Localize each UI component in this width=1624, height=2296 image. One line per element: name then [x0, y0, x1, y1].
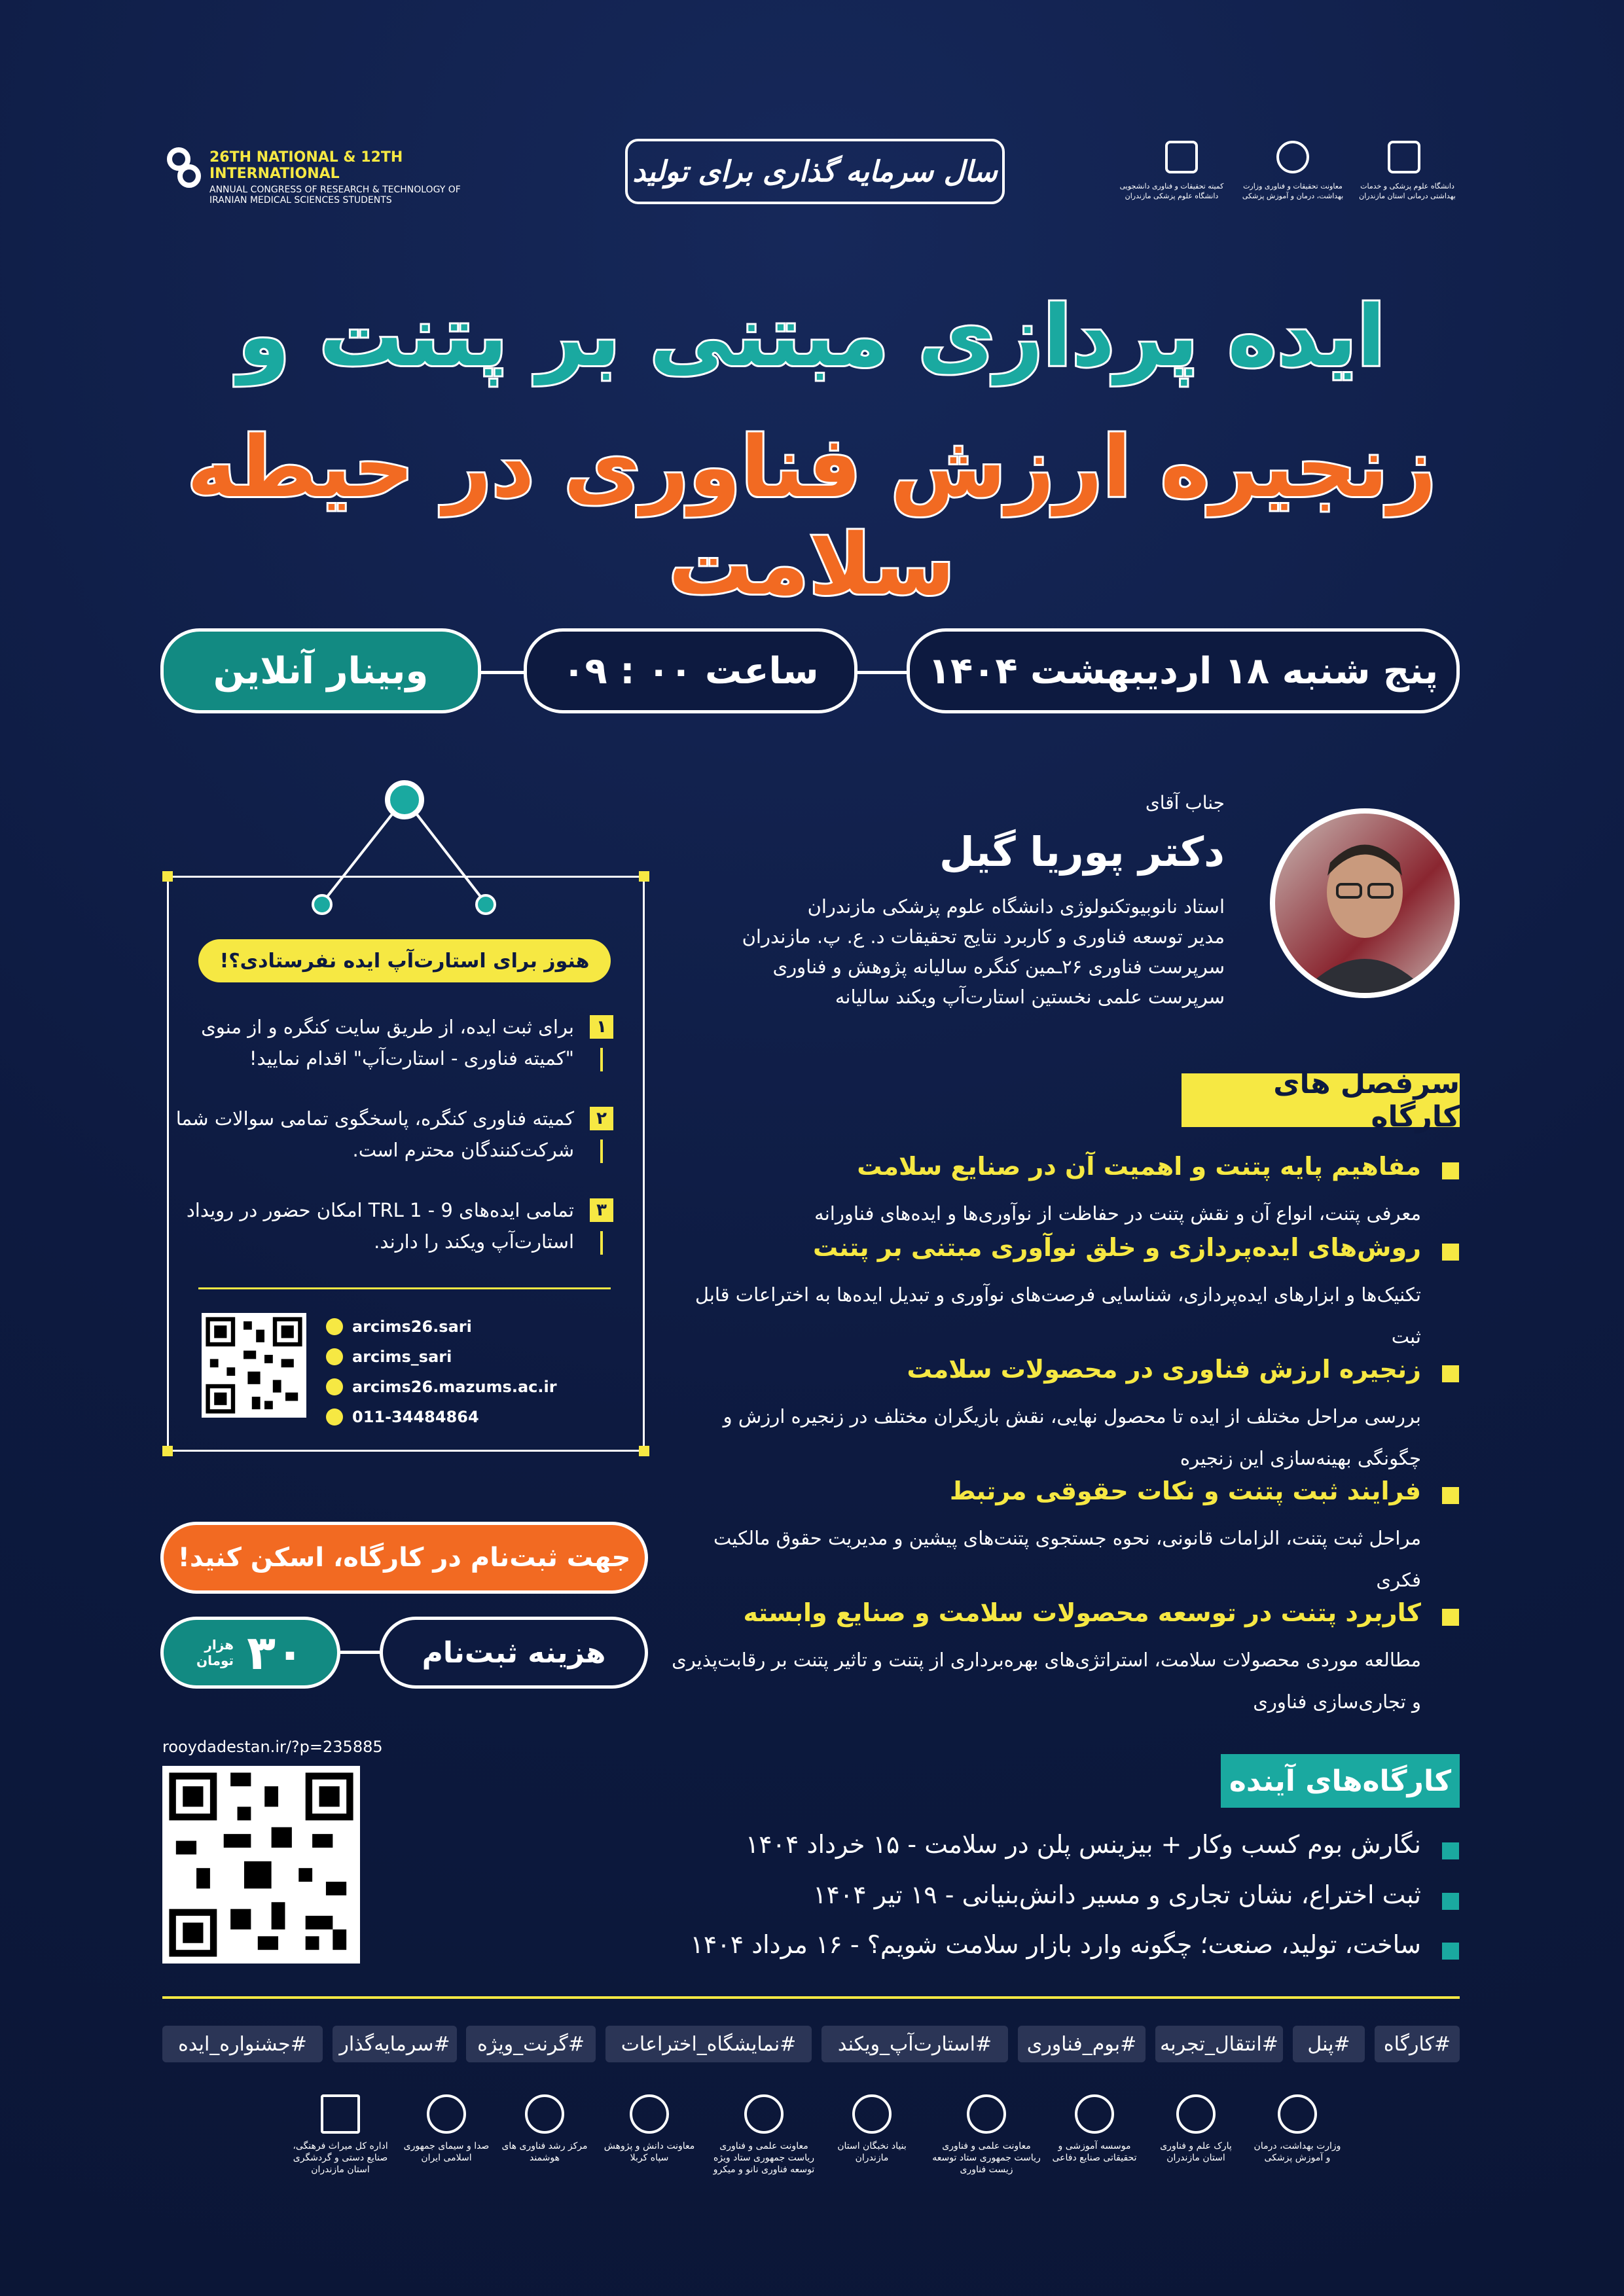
sponsor-logo: [1252, 2094, 1343, 2173]
step-text: برای ثبت ایده، از طریق سایت کنگره و از منوی "کمیته فناوری - استارت‌آپ" اقدام نمایید!: [201, 1016, 574, 1069]
topic-desc: مراحل ثبت پتنت، الزامات قانونی، نحوه جستجوی پتنت‌های پیشین و مدیریت حقوق مالکیت فکری: [713, 1527, 1421, 1591]
congress-logo: [167, 147, 201, 188]
corner-square: [162, 871, 173, 882]
congress-line2: ANNUAL CONGRESS OF RESEARCH & TECHNOLOGY OF: [209, 185, 461, 195]
sponsor-logo: [288, 2094, 393, 2173]
topic-bullet: [1442, 1487, 1459, 1504]
org-logo-left: [1165, 141, 1198, 173]
slogan-badge: [625, 139, 1005, 204]
startup-step: [175, 1015, 613, 1087]
topic-bullet: [1442, 1244, 1459, 1261]
qr-pattern-icon: [162, 1766, 360, 1964]
startup-step: [175, 1198, 613, 1270]
event-time-pill: [524, 628, 857, 713]
future-item: ثبت اختراع، نشان تجاری و مسیر دانش‌بنیانی - ۱۹ تیر ۱۴۰۴: [813, 1880, 1421, 1909]
topic-bullet: [1442, 1365, 1459, 1382]
topic-desc: معرفی پتنت، انواع آن و نقش پتنت در حفاظت از نوآوری‌ها و ایده‌های فناورانه: [814, 1202, 1421, 1225]
topic-title: کاربرد پتنت در توسعه محصولات سلامت و صنایع وابسته: [743, 1598, 1421, 1627]
sponsor-caption: مرکز رشد فناوری های هوشمند: [501, 2141, 588, 2163]
corner-square: [162, 1446, 173, 1456]
contact-phone[interactable]: [326, 1408, 479, 1426]
corner-square: [639, 1446, 649, 1456]
sponsor-caption: معاونت علمی و فناوری ریاست جمهوری ستاد ویژه توسعه فناوری نانو و میکرو: [713, 2141, 815, 2175]
fee-label: هزینه ثبت‌نام: [422, 1636, 606, 1670]
sponsor-caption: اداره کل میراث فرهنگی، صنایع دستی و گردشگری استان مازندران: [293, 2141, 388, 2175]
sponsor-caption: وزارت بهداشت، درمان و آموزش پزشکی: [1254, 2141, 1341, 2163]
contact-website[interactable]: [326, 1378, 557, 1396]
phone-icon: [326, 1408, 343, 1426]
contact-qr-code[interactable]: [202, 1313, 306, 1418]
sponsor-logo: [604, 2094, 695, 2173]
future-bullet: [1442, 1943, 1459, 1960]
register-cta: [160, 1522, 648, 1594]
step-text: تمامی ایده‌های TRL 1 - 9 امکان حضور در رویداد استارت‌آپ ویکند را دارند.: [186, 1199, 574, 1253]
contact-text: arcims26.mazums.ac.ir: [352, 1378, 557, 1396]
topic-title: مفاهیم پایه پتنت و اهمیت آن در صنایع سلامت: [857, 1152, 1421, 1181]
sponsor-caption: موسسه آموزشی و تحقیقاتی صنایع دفاعی: [1052, 2141, 1137, 2163]
startup-question-text: هنوز برای استارت‌آپ ایده نفرستادی؟!: [219, 949, 590, 973]
speaker-photo: [1270, 808, 1460, 998]
hashtag[interactable]: #استارت‌آپ_ویکند: [821, 2026, 1008, 2062]
emblem-icon: [744, 2094, 784, 2134]
speaker-honorific: جناب آقای: [1145, 792, 1225, 814]
topic-bullet: [1442, 1162, 1459, 1179]
hashtag[interactable]: #نمایشگاه_اختراعات: [605, 2026, 812, 2062]
emblem-icon: [1278, 2094, 1317, 2134]
topic-title: زنجیره ارزش فناوری در محصولات سلامت: [907, 1355, 1421, 1384]
sponsor-logo: [401, 2094, 492, 2173]
step-number: ۳: [590, 1198, 613, 1222]
event-mode-pill: [160, 628, 481, 713]
step-number: ۱: [590, 1015, 613, 1039]
footer-divider: [162, 1996, 1460, 1999]
startup-step: [175, 1107, 613, 1179]
fee-amount: ۳۰: [247, 1625, 304, 1680]
future-heading-text: کارگاه‌های آینده: [1229, 1764, 1452, 1798]
sponsor-logo: [826, 2094, 918, 2173]
speaker-bio: [636, 891, 1225, 1012]
sponsor-caption: بنیاد نخبگان استان مازندران: [837, 2141, 907, 2163]
startup-divider: [198, 1287, 611, 1289]
topic-desc: مطالعه موردی محصولات سلامت، استراتژی‌های بهره‌برداری از پتنت و تاثیر پتنت بر رقابت‌پذیری و تجاری‌سازی فناوری: [672, 1649, 1421, 1713]
org-logos: [1119, 141, 1460, 213]
startup-box: [167, 876, 645, 1452]
contact-instagram[interactable]: [326, 1318, 472, 1336]
fee-label-pill: [380, 1617, 648, 1689]
org-logo-mid: [1276, 141, 1309, 173]
contact-text: arcims26.sari: [352, 1318, 472, 1336]
event-date: پنج شنبه ۱۸ اردیبهشت ۱۴۰۴: [928, 649, 1439, 692]
telegram-icon: [326, 1348, 343, 1365]
sponsor-caption: معاونت علمی و فناوری ریاست جمهوری ستاد توسعه زیست فناوری: [932, 2141, 1041, 2175]
future-item: نگارش بوم کسب وکار + بیزینس پلن در سلامت - ۱۵ خرداد ۱۴۰۴: [745, 1830, 1421, 1859]
speaker-name: دکتر پوریا گیل: [939, 828, 1225, 876]
emblem-icon: [852, 2094, 892, 2134]
step-line: [600, 1231, 603, 1255]
emblem-icon: [321, 2094, 360, 2134]
congress-title: [209, 149, 504, 206]
register-cta-text: جهت ثبت‌نام در کارگاه، اسکن کنید!: [177, 1543, 631, 1573]
event-mode: وبینار آنلاین: [213, 649, 429, 692]
globe-icon: [326, 1378, 343, 1395]
emblem-icon: [1176, 2094, 1216, 2134]
qr-pattern-icon: [202, 1313, 306, 1418]
step-text: کمیته فناوری کنگره، پاسخگوی تمامی سوالات شما شرکت‌کنندگان محترم است.: [175, 1107, 574, 1161]
speaker-bio-line: استاد نانوبیوتکنولوژی دانشگاه علوم پزشکی مازندران: [807, 895, 1225, 918]
event-time: ساعت ۰۰ : ۰۹: [562, 649, 819, 692]
hashtag[interactable]: #پنل: [1293, 2026, 1365, 2062]
org-caption-mid: معاونت تحقیقات و فناوری وزارت بهداشت، درمان و آموزش پزشکی: [1242, 182, 1344, 200]
sponsor-logo: [1150, 2094, 1242, 2173]
sponsor-caption: معاونت دانش و پژوهش سپاه کربلا: [604, 2141, 695, 2163]
startup-question: [198, 939, 611, 982]
sponsor-caption: صدا و سیمای جمهوری اسلامی ایران: [403, 2141, 490, 2163]
corner-square: [639, 871, 649, 882]
sponsor-caption: پارک علم و فناوری استان مازندران: [1160, 2141, 1232, 2163]
emblem-icon: [1075, 2094, 1114, 2134]
congress-line1: 26TH NATIONAL & 12TH INTERNATIONAL: [209, 149, 403, 182]
topic-desc: بررسی مراحل مختلف از ایده تا محصول نهایی، نقش بازیگران مختلف در زنجیره ارزش و چگونگی بهینه‌سازی این زنجیره: [723, 1405, 1421, 1469]
fee-unit-top: هزار: [204, 1637, 234, 1653]
step-line: [600, 1048, 603, 1071]
future-item: ساخت، تولید، صنعت؛ چگونه وارد بازار سلامت شویم؟ - ۱۶ مرداد ۱۴۰۴: [690, 1930, 1421, 1959]
event-date-pill: [907, 628, 1460, 713]
contact-telegram[interactable]: [326, 1348, 452, 1366]
instagram-icon: [326, 1318, 343, 1335]
topic-title: روش‌های ایده‌پردازی و خلق نوآوری مبتنی بر پتنت: [813, 1233, 1421, 1262]
hashtag[interactable]: #انتقال_تجربه: [1155, 2026, 1283, 2062]
slogan-text: سال سرمایه گذاری برای تولید: [632, 154, 998, 188]
sponsor-logo: [708, 2094, 820, 2173]
sponsor-logo: [499, 2094, 590, 2173]
speaker-bio-line: سرپرست علمی نخستین استارت‌آپ ویکند سالیانه: [835, 986, 1225, 1008]
future-heading: [1221, 1754, 1460, 1808]
title-line2: زنجیره ارزش فناوری در حیطه سلامت: [187, 419, 1437, 614]
hashtag[interactable]: #بوم_فناوری: [1018, 2026, 1146, 2062]
congress-line3: IRANIAN MEDICAL SCIENCES STUDENTS: [209, 195, 392, 206]
emblem-icon: [967, 2094, 1006, 2134]
speaker-bio-line: مدیر توسعه فناوری و کاربرد نتایج تحقیقات د. ع. پ. مازندران: [742, 925, 1225, 948]
org-logo-right: [1388, 141, 1420, 173]
org-caption-right: دانشگاه علوم پزشکی و خدمات بهداشتی درمانی استان مازندران: [1359, 182, 1456, 200]
contact-text: 011-34484864: [352, 1408, 479, 1426]
sponsor-logo: [1049, 2094, 1140, 2173]
speaker-bio-line: سرپرست فناوری ۲۶ـمین کنگره سالیانه پژوهش و فناوری: [772, 956, 1225, 978]
topic-title: فرایند ثبت پتنت و نکات حقوقی مرتبط: [949, 1477, 1421, 1505]
fee-unit-bottom: تومان: [196, 1653, 234, 1668]
hashtag[interactable]: #کارگاه: [1375, 2026, 1460, 2062]
title-line1: ایده پردازی مبتنی بر پتنت و: [238, 288, 1386, 386]
speaker-portrait-icon: [1275, 814, 1454, 993]
emblem-icon: [525, 2094, 564, 2134]
hashtag[interactable]: #گرنت_ویژه: [466, 2026, 596, 2062]
emblem-icon: [630, 2094, 669, 2134]
future-bullet: [1442, 1893, 1459, 1910]
fee-unit: [196, 1637, 234, 1668]
fee-amount-pill: [160, 1617, 340, 1689]
emblem-icon: [427, 2094, 466, 2134]
step-number: ۲: [590, 1107, 613, 1130]
org-caption-left: کمیته تحقیقات و فناوری دانشجویی دانشگاه علوم پزشکی مازندران: [1119, 182, 1224, 200]
hashtag[interactable]: #جشنواره_ایده: [162, 2026, 323, 2062]
step-line: [600, 1139, 603, 1163]
sponsor-logo: [931, 2094, 1042, 2173]
topics-heading-text: سرفصل های کارگاه: [1273, 1067, 1460, 1134]
register-url[interactable]: rooydadestan.ir/?p=235885: [162, 1738, 383, 1756]
contact-text: arcims_sari: [352, 1348, 452, 1366]
register-qr-code[interactable]: [162, 1766, 360, 1964]
topic-bullet: [1442, 1609, 1459, 1626]
topic-desc: تکنیک‌ها و ابزارهای ایده‌پردازی، شناسایی فرصت‌های نوآوری و تبدیل ایده‌ها به اختراعات قابل ثبت: [695, 1283, 1421, 1348]
topics-heading: [1182, 1067, 1460, 1134]
future-bullet: [1442, 1842, 1459, 1859]
hashtag[interactable]: #سرمایه‌گذار: [333, 2026, 457, 2062]
fee-connector: [340, 1651, 380, 1654]
